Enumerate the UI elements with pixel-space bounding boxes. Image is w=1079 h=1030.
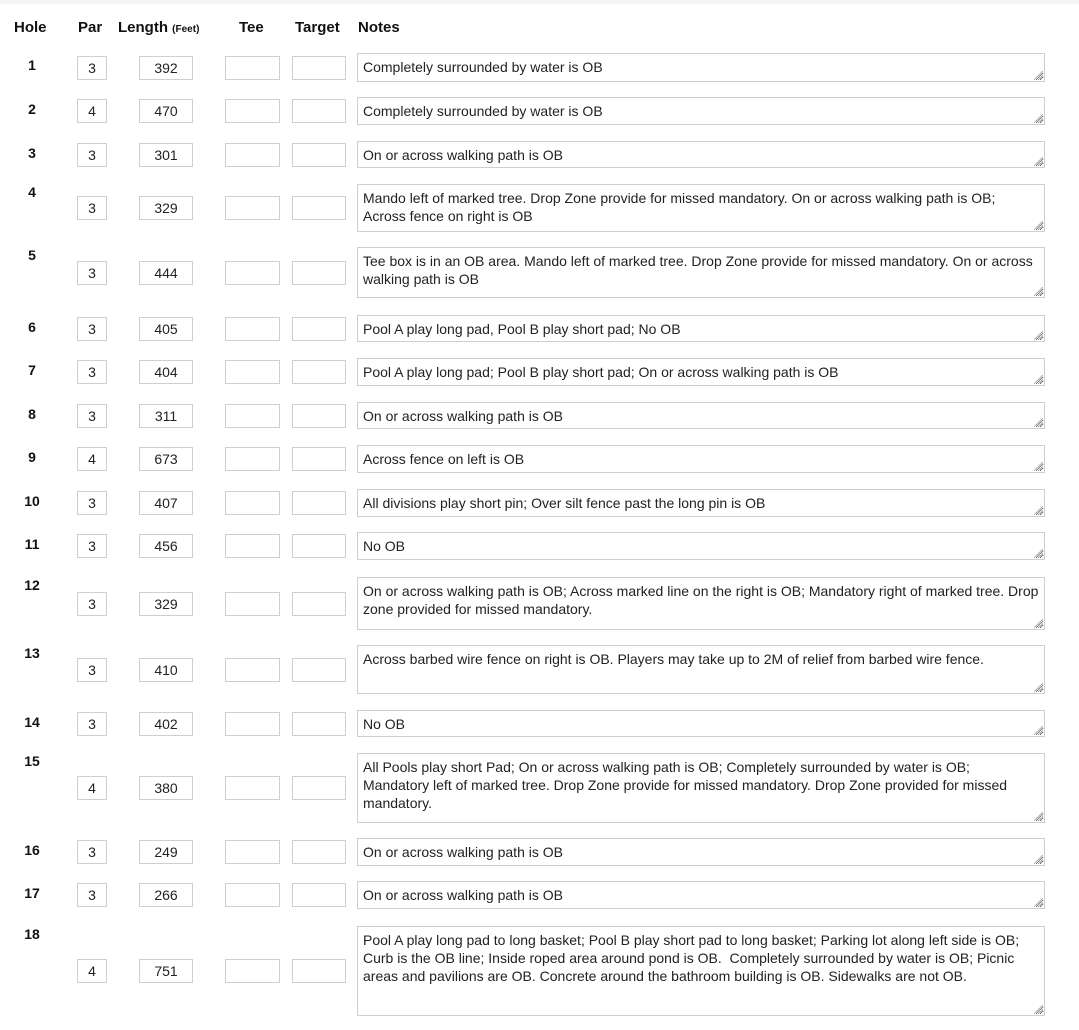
table-row	[0, 315, 1079, 342]
table-row	[0, 184, 1079, 232]
header-notes: Notes	[358, 19, 400, 36]
hole-number: 7	[28, 362, 36, 378]
notes-wrapper	[0, 532, 1079, 560]
hole-number: 13	[24, 645, 40, 661]
top-divider	[0, 0, 1079, 4]
hole-number: 8	[28, 406, 36, 422]
notes-textarea[interactable]	[357, 315, 1045, 342]
hole-number: 1	[28, 57, 36, 73]
header-hole: Hole	[14, 19, 47, 36]
notes-wrapper	[0, 315, 1079, 342]
notes-textarea[interactable]	[357, 532, 1045, 560]
hole-number: 12	[24, 577, 40, 593]
notes-wrapper	[0, 53, 1079, 82]
hole-number: 6	[28, 319, 36, 335]
table-row	[0, 926, 1079, 1016]
hole-number: 15	[24, 753, 40, 769]
hole-number: 3	[28, 145, 36, 161]
header-tee: Tee	[239, 19, 264, 36]
notes-wrapper	[0, 141, 1079, 168]
notes-wrapper	[0, 881, 1079, 909]
notes-wrapper	[0, 184, 1079, 232]
table-row	[0, 445, 1079, 473]
notes-wrapper	[0, 645, 1079, 694]
hole-number: 16	[24, 842, 40, 858]
hole-number: 4	[28, 184, 36, 200]
header-length-label: Length	[118, 19, 168, 36]
notes-wrapper	[0, 402, 1079, 429]
notes-wrapper	[0, 926, 1079, 1016]
notes-wrapper	[0, 97, 1079, 125]
header-length	[118, 19, 199, 36]
hole-number: 17	[24, 885, 40, 901]
header-length-unit: (Feet)	[172, 24, 200, 35]
notes-textarea[interactable]	[357, 358, 1045, 386]
hole-number: 2	[28, 101, 36, 117]
table-row	[0, 247, 1079, 298]
notes-wrapper	[0, 710, 1079, 737]
hole-number: 9	[28, 449, 36, 465]
hole-number: 18	[24, 926, 40, 942]
notes-textarea[interactable]	[357, 402, 1045, 429]
table-row	[0, 141, 1079, 168]
notes-wrapper	[0, 753, 1079, 823]
header-target: Target	[295, 19, 340, 36]
notes-textarea[interactable]	[357, 645, 1045, 694]
table-row	[0, 710, 1079, 737]
notes-wrapper	[0, 358, 1079, 386]
notes-textarea[interactable]	[357, 926, 1045, 1016]
table-row	[0, 358, 1079, 386]
hole-number: 11	[24, 536, 40, 552]
notes-wrapper	[0, 838, 1079, 866]
notes-textarea[interactable]	[357, 710, 1045, 737]
notes-textarea[interactable]	[357, 53, 1045, 82]
table-row	[0, 53, 1079, 82]
notes-textarea[interactable]	[357, 489, 1045, 517]
hole-number: 14	[24, 714, 40, 730]
notes-textarea[interactable]	[357, 838, 1045, 866]
notes-wrapper	[0, 247, 1079, 298]
notes-textarea[interactable]	[357, 445, 1045, 473]
table-row	[0, 753, 1079, 823]
notes-textarea[interactable]	[357, 141, 1045, 168]
table-row	[0, 532, 1079, 560]
table-row	[0, 402, 1079, 429]
table-row	[0, 489, 1079, 517]
notes-wrapper	[0, 445, 1079, 473]
hole-number: 5	[28, 247, 36, 263]
notes-wrapper	[0, 489, 1079, 517]
table-row	[0, 838, 1079, 866]
notes-textarea[interactable]	[357, 247, 1045, 298]
notes-wrapper	[0, 577, 1079, 630]
hole-number: 10	[24, 493, 40, 509]
table-row	[0, 577, 1079, 630]
notes-textarea[interactable]	[357, 881, 1045, 909]
notes-textarea[interactable]	[357, 97, 1045, 125]
notes-textarea[interactable]	[357, 184, 1045, 232]
table-row	[0, 881, 1079, 909]
header-par: Par	[78, 19, 103, 36]
table-row	[0, 645, 1079, 694]
notes-textarea[interactable]	[357, 753, 1045, 823]
notes-textarea[interactable]	[357, 577, 1045, 630]
table-row	[0, 97, 1079, 125]
